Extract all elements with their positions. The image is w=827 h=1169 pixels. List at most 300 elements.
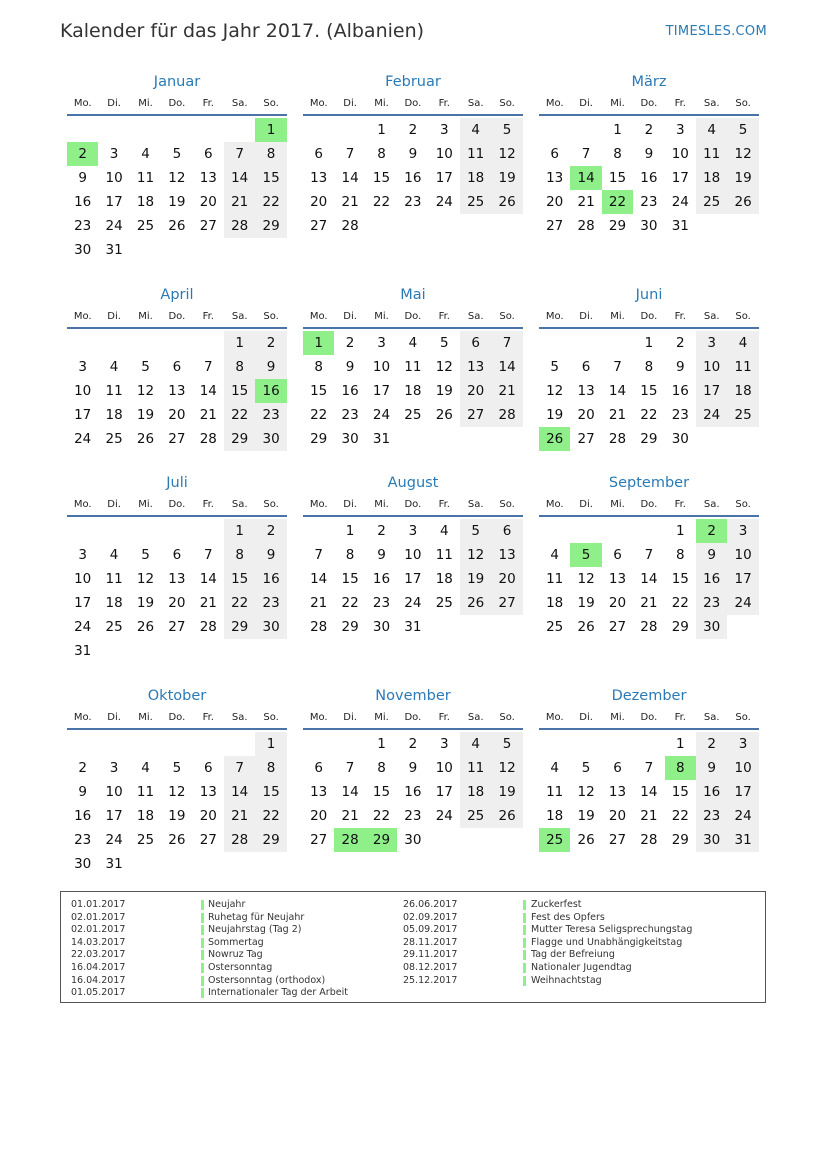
day-cell: 21 xyxy=(199,595,217,611)
day-cell: 9 xyxy=(675,359,685,375)
month-10 xyxy=(67,688,287,878)
weekday-header: Fr. xyxy=(202,98,214,109)
month-7 xyxy=(67,475,287,665)
holiday-marker xyxy=(523,913,526,923)
day-cell: 26 xyxy=(435,407,453,423)
holiday-day-cell: 2 xyxy=(67,142,98,166)
day-cell: 11 xyxy=(696,142,727,166)
day-cell: 10 xyxy=(671,146,689,162)
day-cell: 29 xyxy=(341,619,359,635)
day-cell: 23 xyxy=(640,194,658,210)
weekday-header: So. xyxy=(499,499,515,510)
day-cell: 15 xyxy=(224,567,255,591)
weekday-header: So. xyxy=(735,499,751,510)
day-cell: 29 xyxy=(255,214,286,238)
day-cell: 10 xyxy=(74,571,92,587)
day-cell: 8 xyxy=(377,760,386,776)
weekday-header: Di. xyxy=(107,311,121,322)
day-cell: 19 xyxy=(460,567,491,591)
weekday-header: So. xyxy=(735,712,751,723)
day-cell: 27 xyxy=(608,619,627,635)
day-cell: 10 xyxy=(404,547,422,563)
day-cell: 12 xyxy=(136,383,155,399)
day-cell: 6 xyxy=(203,760,213,776)
month-name: April xyxy=(160,287,194,303)
day-cell: 24 xyxy=(435,808,453,824)
weekday-header: Mi. xyxy=(138,311,153,322)
day-cell: 8 xyxy=(255,756,286,780)
day-cell: 12 xyxy=(460,543,491,567)
day-cell: 13 xyxy=(460,355,491,379)
day-cell: 25 xyxy=(435,595,453,611)
day-cell: 7 xyxy=(644,547,654,563)
brand-link[interactable]: TIMESLES.COM xyxy=(665,24,767,39)
legend-holiday-name: Tag der Befreiung xyxy=(531,949,615,961)
day-cell: 20 xyxy=(199,194,217,210)
day-cell: 24 xyxy=(727,804,758,828)
day-cell: 5 xyxy=(581,760,591,776)
day-cell: 4 xyxy=(141,760,150,776)
day-cell: 1 xyxy=(675,736,685,752)
day-cell: 8 xyxy=(675,547,685,563)
day-cell: 15 xyxy=(224,379,255,403)
weekday-header: Mo. xyxy=(73,499,92,510)
day-cell: 13 xyxy=(168,571,186,587)
month-name: November xyxy=(375,688,451,704)
weekday-header: Sa. xyxy=(703,712,720,723)
day-cell: 19 xyxy=(546,407,564,423)
weekday-header: Di. xyxy=(107,712,121,723)
day-cell: 6 xyxy=(314,146,323,162)
month-name: Mai xyxy=(400,287,426,303)
legend-date: 01.01.2017 xyxy=(71,899,126,910)
month-6 xyxy=(539,287,759,477)
day-cell: 12 xyxy=(168,784,186,800)
day-cell: 16 xyxy=(255,567,286,591)
day-cell: 24 xyxy=(404,595,422,611)
day-cell: 5 xyxy=(439,335,449,351)
month-1 xyxy=(67,74,287,264)
holiday-day-cell: 29 xyxy=(366,828,397,852)
weekday-header: So. xyxy=(499,311,515,322)
day-cell: 21 xyxy=(199,407,217,423)
weekday-header: Sa. xyxy=(703,311,720,322)
day-cell: 8 xyxy=(224,543,255,567)
weekday-header: Mi. xyxy=(138,712,153,723)
day-cell: 7 xyxy=(203,547,213,563)
month-name: Dezember xyxy=(611,688,687,704)
day-cell: 11 xyxy=(546,784,564,800)
day-cell: 22 xyxy=(224,591,255,615)
day-cell: 25 xyxy=(546,619,564,635)
day-cell: 21 xyxy=(640,808,658,824)
weekday-header: Di. xyxy=(343,499,357,510)
legend-holiday-name: Ostersonntag (orthodox) xyxy=(208,974,326,986)
day-cell: 30 xyxy=(341,431,359,447)
day-cell: 19 xyxy=(577,808,595,824)
weekday-header: Fr. xyxy=(438,311,450,322)
day-cell: 28 xyxy=(577,218,595,234)
day-cell: 28 xyxy=(224,828,255,852)
day-cell: 21 xyxy=(224,804,255,828)
day-cell: 16 xyxy=(372,571,391,587)
day-cell: 23 xyxy=(696,591,727,615)
day-cell: 1 xyxy=(224,519,255,543)
day-cell: 6 xyxy=(314,760,323,776)
day-cell: 26 xyxy=(168,218,186,234)
day-cell: 24 xyxy=(74,619,92,635)
day-cell: 20 xyxy=(491,567,522,591)
day-cell: 2 xyxy=(696,732,727,756)
day-cell: 8 xyxy=(345,547,355,563)
day-cell: 24 xyxy=(105,832,123,848)
weekday-header: Di. xyxy=(343,712,357,723)
month-name: Januar xyxy=(153,74,201,90)
day-cell: 4 xyxy=(550,760,559,776)
weekday-header: Fr. xyxy=(674,98,686,109)
day-cell: 14 xyxy=(199,571,217,587)
day-cell: 13 xyxy=(546,170,564,186)
day-cell: 27 xyxy=(199,832,217,848)
legend-date: 08.12.2017 xyxy=(403,961,458,973)
day-cell: 15 xyxy=(671,571,689,587)
day-cell: 1 xyxy=(255,732,286,756)
day-cell: 31 xyxy=(372,431,391,447)
day-cell: 3 xyxy=(727,732,758,756)
day-cell: 4 xyxy=(109,547,119,563)
day-cell: 10 xyxy=(105,784,123,800)
weekday-header: Mo. xyxy=(545,712,564,723)
day-cell: 7 xyxy=(613,359,622,375)
weekday-header: Sa. xyxy=(231,499,248,510)
legend-holiday-name: Ostersonntag xyxy=(208,961,273,973)
weekday-header: Sa. xyxy=(231,98,248,109)
day-cell: 23 xyxy=(696,804,727,828)
legend-date: 05.09.2017 xyxy=(403,924,458,936)
day-cell: 19 xyxy=(435,383,453,399)
day-cell: 16 xyxy=(74,194,92,210)
day-cell: 17 xyxy=(74,407,92,423)
weekday-header: So. xyxy=(263,311,279,322)
weekday-header: Do. xyxy=(640,98,658,109)
day-cell: 20 xyxy=(310,194,328,210)
month-12 xyxy=(539,688,759,878)
day-cell: 8 xyxy=(377,146,386,162)
month-3 xyxy=(539,74,759,264)
day-cell: 5 xyxy=(172,146,182,162)
day-cell: 18 xyxy=(435,571,453,587)
day-cell: 17 xyxy=(435,170,453,186)
day-cell: 18 xyxy=(696,166,727,190)
legend-date: 16.04.2017 xyxy=(71,974,126,986)
holiday-marker xyxy=(201,976,204,986)
day-cell: 2 xyxy=(255,331,286,355)
weekday-header: So. xyxy=(735,311,751,322)
weekday-header: Mi. xyxy=(610,499,625,510)
day-cell: 5 xyxy=(460,519,491,543)
day-cell: 8 xyxy=(314,359,323,375)
day-cell: 1 xyxy=(613,122,622,138)
page-title: Kalender für das Jahr 2017. (Albanien) xyxy=(60,20,425,42)
weekday-header: Di. xyxy=(579,311,593,322)
day-cell: 22 xyxy=(255,804,286,828)
day-cell: 8 xyxy=(255,142,286,166)
legend-date: 28.11.2017 xyxy=(403,936,458,948)
legend-holiday-name: Flagge und Unabhängigkeitstag xyxy=(531,936,683,948)
day-cell: 23 xyxy=(341,407,359,423)
weekday-header: Do. xyxy=(640,499,658,510)
day-cell: 22 xyxy=(224,403,255,427)
day-cell: 27 xyxy=(310,832,328,848)
day-cell: 16 xyxy=(671,383,689,399)
day-cell: 21 xyxy=(608,407,627,423)
holiday-marker xyxy=(201,925,204,935)
legend-date: 01.05.2017 xyxy=(71,987,126,999)
day-cell: 23 xyxy=(255,403,286,427)
day-cell: 12 xyxy=(491,142,522,166)
day-cell: 16 xyxy=(696,780,727,804)
day-cell: 26 xyxy=(577,619,595,635)
day-cell: 29 xyxy=(224,615,255,639)
day-cell: 12 xyxy=(546,383,564,399)
day-cell: 14 xyxy=(640,571,658,587)
weekday-header: Fr. xyxy=(674,311,686,322)
day-cell: 6 xyxy=(613,547,622,563)
weekday-header: Mi. xyxy=(374,712,389,723)
day-cell: 24 xyxy=(727,591,758,615)
day-cell: 30 xyxy=(74,242,92,258)
day-cell: 17 xyxy=(435,784,453,800)
day-cell: 26 xyxy=(136,431,155,447)
day-cell: 8 xyxy=(224,355,255,379)
day-cell: 12 xyxy=(727,142,758,166)
day-cell: 17 xyxy=(696,379,727,403)
weekday-header: Di. xyxy=(579,712,593,723)
day-cell: 30 xyxy=(74,856,92,872)
day-cell: 28 xyxy=(640,832,658,848)
holiday-marker xyxy=(201,913,204,923)
holiday-marker xyxy=(201,950,204,960)
day-cell: 22 xyxy=(372,194,391,210)
header-divider xyxy=(539,114,759,116)
day-cell: 10 xyxy=(105,170,123,186)
weekday-header: Sa. xyxy=(703,499,720,510)
day-cell: 13 xyxy=(577,383,595,399)
day-cell: 29 xyxy=(224,427,255,451)
day-cell: 15 xyxy=(372,784,391,800)
day-cell: 29 xyxy=(608,218,627,234)
day-cell: 9 xyxy=(644,146,654,162)
month-5 xyxy=(303,287,523,477)
day-cell: 29 xyxy=(671,619,689,635)
day-cell: 13 xyxy=(310,170,328,186)
weekday-header: Di. xyxy=(107,98,121,109)
day-cell: 27 xyxy=(608,832,627,848)
day-cell: 20 xyxy=(546,194,564,210)
legend-holiday-name: Fest des Opfers xyxy=(531,911,605,923)
day-cell: 24 xyxy=(696,403,727,427)
day-cell: 2 xyxy=(675,335,685,351)
day-cell: 14 xyxy=(608,383,627,399)
day-cell: 30 xyxy=(671,431,689,447)
day-cell: 7 xyxy=(644,760,654,776)
day-cell: 20 xyxy=(199,808,217,824)
day-cell: 22 xyxy=(640,407,658,423)
day-cell: 31 xyxy=(105,242,123,258)
legend-date: 26.06.2017 xyxy=(403,899,458,910)
day-cell: 11 xyxy=(404,359,422,375)
day-cell: 4 xyxy=(109,359,119,375)
weekday-header: Di. xyxy=(343,98,357,109)
day-cell: 6 xyxy=(172,359,182,375)
legend-holiday-name: Internationaler Tag der Arbeit xyxy=(208,987,348,999)
weekday-header: So. xyxy=(263,499,279,510)
day-cell: 3 xyxy=(78,547,87,563)
holiday-day-cell: 26 xyxy=(539,427,570,451)
holiday-marker xyxy=(201,900,204,910)
day-cell: 23 xyxy=(255,591,286,615)
header-divider xyxy=(67,728,287,730)
day-cell: 21 xyxy=(640,595,658,611)
weekday-header: So. xyxy=(263,98,279,109)
day-cell: 27 xyxy=(168,431,186,447)
legend-holiday-name: Sommertag xyxy=(208,936,264,948)
weekday-header: Mo. xyxy=(73,311,92,322)
day-cell: 15 xyxy=(255,166,286,190)
holiday-day-cell: 2 xyxy=(696,519,727,543)
day-cell: 14 xyxy=(199,383,217,399)
month-name: September xyxy=(608,475,690,491)
day-cell: 31 xyxy=(105,856,123,872)
weekday-header: Do. xyxy=(404,98,422,109)
day-cell: 27 xyxy=(460,403,491,427)
day-cell: 18 xyxy=(105,407,123,423)
day-cell: 14 xyxy=(491,355,522,379)
day-cell: 12 xyxy=(577,784,595,800)
day-cell: 1 xyxy=(377,122,386,138)
holiday-marker xyxy=(523,900,526,910)
day-cell: 17 xyxy=(105,194,123,210)
day-cell: 9 xyxy=(696,756,727,780)
day-cell: 10 xyxy=(74,383,92,399)
day-cell: 6 xyxy=(491,519,522,543)
weekday-header: Mi. xyxy=(138,499,153,510)
header-divider xyxy=(539,327,759,329)
weekday-header: Mo. xyxy=(309,311,328,322)
weekday-header: Di. xyxy=(579,499,593,510)
holiday-day-cell: 16 xyxy=(255,379,286,403)
month-9 xyxy=(539,475,759,665)
day-cell: 30 xyxy=(372,619,391,635)
day-cell: 23 xyxy=(671,407,689,423)
day-cell: 7 xyxy=(491,331,522,355)
month-8 xyxy=(303,475,523,665)
holiday-day-cell: 1 xyxy=(255,118,286,142)
weekday-header: Di. xyxy=(343,311,357,322)
day-cell: 20 xyxy=(168,595,186,611)
weekday-header: Fr. xyxy=(202,499,214,510)
day-cell: 6 xyxy=(203,146,213,162)
day-cell: 25 xyxy=(460,804,491,828)
weekday-header: Mo. xyxy=(545,311,564,322)
weekday-header: Di. xyxy=(107,499,121,510)
day-cell: 25 xyxy=(727,403,758,427)
weekday-header: Sa. xyxy=(467,98,484,109)
day-cell: 17 xyxy=(105,808,123,824)
header-divider xyxy=(303,327,523,329)
day-cell: 31 xyxy=(74,643,92,659)
day-cell: 2 xyxy=(408,122,418,138)
day-cell: 1 xyxy=(644,335,654,351)
day-cell: 29 xyxy=(310,431,328,447)
weekday-header: Sa. xyxy=(703,98,720,109)
weekday-header: Sa. xyxy=(231,311,248,322)
weekday-header: Fr. xyxy=(202,712,214,723)
holiday-marker xyxy=(201,963,204,973)
day-cell: 13 xyxy=(608,784,627,800)
day-cell: 18 xyxy=(136,194,155,210)
day-cell: 26 xyxy=(727,190,758,214)
day-cell: 17 xyxy=(74,595,92,611)
day-cell: 22 xyxy=(671,808,689,824)
legend-date: 16.04.2017 xyxy=(71,961,126,973)
header-divider xyxy=(539,728,759,730)
legend-date: 14.03.2017 xyxy=(71,936,126,948)
day-cell: 26 xyxy=(491,804,522,828)
weekday-header: So. xyxy=(735,98,751,109)
weekday-header: Fr. xyxy=(438,499,450,510)
weekday-header: Mo. xyxy=(309,499,328,510)
day-cell: 5 xyxy=(141,547,150,563)
day-cell: 15 xyxy=(310,383,328,399)
day-cell: 3 xyxy=(109,760,119,776)
day-cell: 24 xyxy=(105,218,123,234)
day-cell: 16 xyxy=(404,170,422,186)
weekday-header: Mo. xyxy=(545,98,564,109)
day-cell: 20 xyxy=(608,595,627,611)
day-cell: 1 xyxy=(345,523,355,539)
weekday-header: Sa. xyxy=(231,712,248,723)
weekday-header: Mo. xyxy=(309,98,328,109)
holiday-marker xyxy=(523,963,526,973)
day-cell: 13 xyxy=(608,571,627,587)
day-cell: 21 xyxy=(341,808,359,824)
day-cell: 11 xyxy=(136,784,155,800)
day-cell: 18 xyxy=(546,595,564,611)
weekday-header: Mo. xyxy=(545,499,564,510)
day-cell: 13 xyxy=(199,784,217,800)
month-name: Juli xyxy=(166,475,188,491)
day-cell: 27 xyxy=(491,591,522,615)
header-divider xyxy=(539,515,759,517)
day-cell: 31 xyxy=(404,619,422,635)
holiday-marker xyxy=(201,938,204,948)
day-cell: 22 xyxy=(671,595,689,611)
day-cell: 16 xyxy=(74,808,92,824)
day-cell: 17 xyxy=(671,170,689,186)
day-cell: 27 xyxy=(546,218,564,234)
day-cell: 3 xyxy=(78,359,87,375)
day-cell: 13 xyxy=(491,543,522,567)
day-cell: 4 xyxy=(696,118,727,142)
day-cell: 4 xyxy=(408,335,418,351)
legend-holiday-name: Weihnachtstag xyxy=(531,974,602,986)
day-cell: 30 xyxy=(255,427,286,451)
weekday-header: Mi. xyxy=(610,712,625,723)
weekday-header: Fr. xyxy=(202,311,214,322)
month-name: Oktober xyxy=(147,688,207,704)
day-cell: 13 xyxy=(168,383,186,399)
